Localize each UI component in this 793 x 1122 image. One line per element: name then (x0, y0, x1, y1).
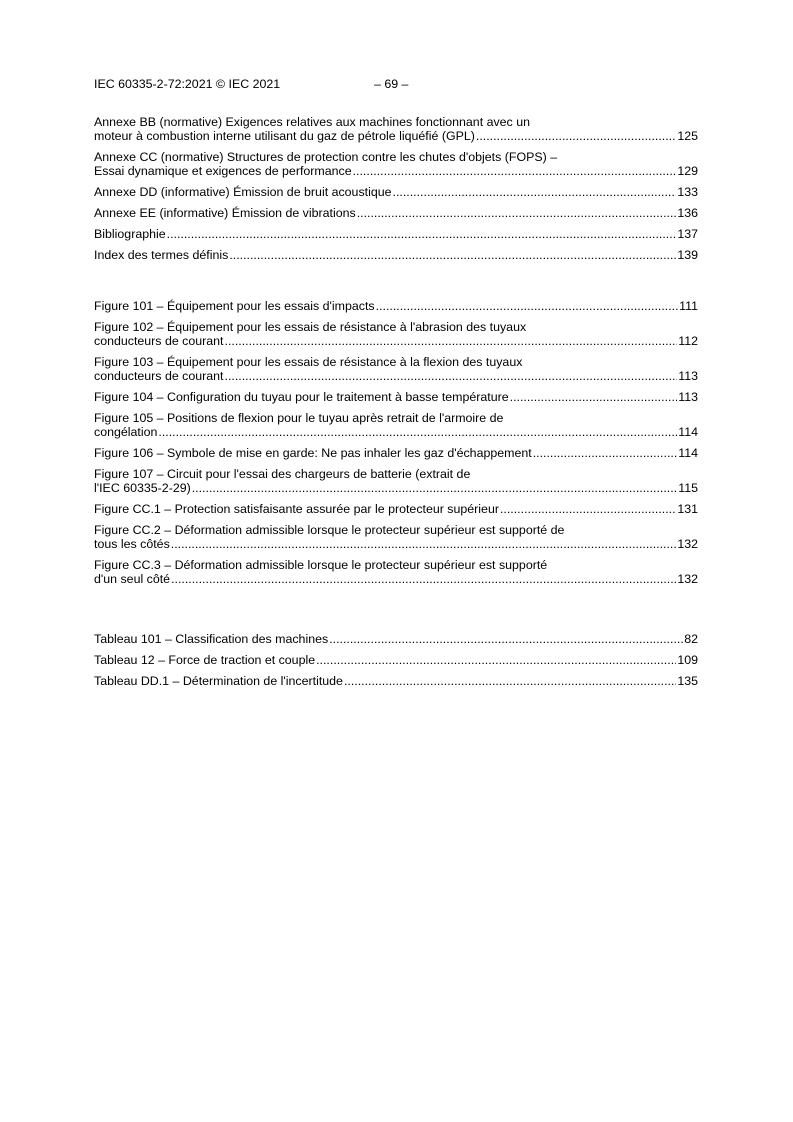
dot-leader (533, 446, 678, 460)
toc-entry[interactable] (94, 320, 698, 348)
page-number: – 69 – (374, 77, 409, 91)
toc-entry[interactable] (94, 411, 698, 439)
toc-entry-page-number: 135 (677, 674, 698, 688)
toc-entry[interactable] (94, 248, 698, 262)
toc-entry[interactable] (94, 674, 698, 688)
toc-entry-title: Figure 106 – Symbole de mise en garde: Ne pas inhaler les gaz d'échappement (94, 446, 532, 460)
dot-leader (167, 227, 677, 241)
toc-entry-title: Essai dynamique et exigences de performance (94, 164, 352, 178)
dot-leader (353, 164, 677, 178)
toc-entry-title: conducteurs de courant (94, 369, 224, 383)
toc-entry-page-number: 114 (678, 425, 698, 439)
dot-leader (329, 632, 683, 646)
toc-entry-page-number: 131 (677, 502, 698, 516)
dot-leader (229, 248, 676, 262)
toc-entry[interactable] (94, 390, 698, 404)
toc-tables (94, 632, 698, 695)
toc-entry[interactable] (94, 185, 698, 199)
dot-leader (171, 537, 677, 551)
toc-entry[interactable] (94, 115, 698, 143)
toc-entry-title-line: Figure CC.2 – Déformation admissible lorsque le protecteur supérieur est supporté de (94, 523, 565, 537)
dot-leader (171, 572, 676, 586)
toc-entry[interactable] (94, 632, 698, 646)
toc-entry-page-number: 132 (677, 537, 698, 551)
toc-entry-title: Figure 104 – Configuration du tuyau pour le traitement à basse température (94, 390, 509, 404)
toc-entry-page-number: 132 (677, 572, 698, 586)
toc-entry-title: moteur à combustion interne utilisant du gaz de pétrole liquéfié (GPL) (94, 129, 475, 143)
dot-leader (357, 206, 677, 220)
toc-entry-page-number: 112 (678, 334, 698, 348)
toc-entry-page-number: 109 (677, 653, 698, 667)
toc-entry-title: congélation (94, 425, 158, 439)
dot-leader (192, 481, 678, 495)
toc-entry-page-number: 111 (679, 299, 698, 313)
toc-entry[interactable] (94, 502, 698, 516)
toc-entry-title: Annexe EE (informative) Émission de vibrations (94, 206, 356, 220)
toc-entry-page-number: 137 (677, 227, 698, 241)
dot-leader (376, 299, 679, 313)
toc-entry-page-number: 115 (678, 481, 698, 495)
toc-entry[interactable] (94, 227, 698, 241)
toc-entry-title: Bibliographie (94, 227, 166, 241)
toc-entry-title: d'un seul côté (94, 572, 171, 586)
toc-entry[interactable] (94, 446, 698, 460)
dot-leader (500, 502, 676, 516)
dot-leader (316, 653, 676, 667)
toc-entry-title-line: Annexe CC (normative) Structures de protection contre les chutes d'objets (FOPS) – (94, 150, 558, 164)
dot-leader (393, 185, 677, 199)
dot-leader (476, 129, 676, 143)
toc-entry-page-number: 136 (677, 206, 698, 220)
toc-entry-title-line: Figure 107 – Circuit pour l'essai des chargeurs de batterie (extrait de (94, 467, 471, 481)
toc-entry-title: Annexe DD (informative) Émission de bruit acoustique (94, 185, 392, 199)
toc-entry[interactable] (94, 558, 698, 586)
toc-entry-title: Tableau 12 – Force de traction et couple (94, 653, 316, 667)
toc-entry-page-number: 113 (678, 369, 698, 383)
toc-entry-title: Index des termes définis (94, 248, 229, 262)
toc-entry-page-number: 133 (677, 185, 698, 199)
toc-entry[interactable] (94, 150, 698, 178)
toc-entry-page-number: 82 (684, 632, 698, 646)
toc-entry-title: tous les côtés (94, 537, 170, 551)
toc-entry-title-line: Figure 103 – Équipement pour les essais de résistance à la flexion des tuyaux (94, 355, 523, 369)
toc-entry[interactable] (94, 467, 698, 495)
toc-entry-page-number: 114 (678, 446, 698, 460)
toc-annexes (94, 115, 698, 269)
toc-entry-page-number: 113 (678, 390, 698, 404)
toc-entry-title-line: Figure 102 – Équipement pour les essais de résistance à l'abrasion des tuyaux (94, 320, 527, 334)
toc-entry-title: Tableau DD.1 – Détermination de l'incertitude (94, 674, 343, 688)
toc-entry-title: Figure 101 – Équipement pour les essais d'impacts (94, 299, 375, 313)
toc-entry-page-number: 139 (677, 248, 698, 262)
toc-entry-page-number: 125 (677, 129, 698, 143)
toc-entry-title-line: Figure CC.3 – Déformation admissible lorsque le protecteur supérieur est supporté (94, 558, 548, 572)
toc-entry-title-line: Annexe BB (normative) Exigences relatives aux machines fonctionnant avec un (94, 115, 530, 129)
dot-leader (225, 369, 678, 383)
toc-figures (94, 299, 698, 593)
toc-entry[interactable] (94, 355, 698, 383)
toc-entry[interactable] (94, 523, 698, 551)
toc-entry-title: l'IEC 60335-2-29) (94, 481, 191, 495)
toc-entry[interactable] (94, 206, 698, 220)
dot-leader (344, 674, 676, 688)
toc-entry-page-number: 129 (677, 164, 698, 178)
toc-entry[interactable] (94, 653, 698, 667)
toc-entry-title: Figure CC.1 – Protection satisfaisante assurée par le protecteur supérieur (94, 502, 499, 516)
dot-leader (510, 390, 678, 404)
toc-entry-title: conducteurs de courant (94, 334, 224, 348)
document-reference: IEC 60335-2-72:2021 © IEC 2021 (94, 77, 281, 91)
dot-leader (225, 334, 678, 348)
toc-entry-title: Tableau 101 – Classification des machines (94, 632, 329, 646)
page-header (94, 77, 699, 93)
dot-leader (158, 425, 677, 439)
toc-entry-title-line: Figure 105 – Positions de flexion pour le tuyau après retrait de l'armoire de (94, 411, 504, 425)
toc-entry[interactable] (94, 299, 698, 313)
